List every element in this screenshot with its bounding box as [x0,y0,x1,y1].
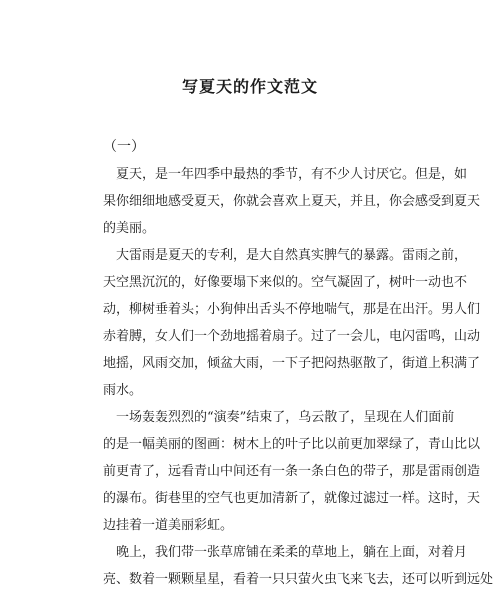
paragraph-line: 夏天，是一年四季中最热的季节，有不少人讨厌它。但是，如 [103,167,468,182]
document-body [103,161,494,593]
paragraph-line: 果你细细地感受夏天，你就会喜欢上夏天，并且，你会感受到夏天 [103,194,481,209]
paragraph [103,242,481,404]
paragraph [103,539,494,593]
paragraph-line: 大雷雨是夏天的专利，是大自然真实脾气的暴露。雷雨之前， [103,248,468,263]
paragraph [103,161,481,242]
paragraph-line: 的是一幅美丽的图画：树木上的叶子比以前更加翠绿了，青山比以 [103,437,481,452]
paragraph-line: 一场轰轰烈烈的“演奏”结束了，乌云散了，呈现在人们面前 [103,410,455,425]
paragraph-line: 的瀑布。街巷里的空气也更加清新了，就像过滤过一样。这时，天 [103,491,481,506]
paragraph-line: 雨水。 [103,383,143,398]
paragraph-line: 地摇，风雨交加，倾盆大雨，一下子把闷热驱散了，街道上积满了 [103,356,481,371]
paragraph-line: 赤着膊，女人们一个劲地摇着扇子。过了一会儿，电闪雷鸣，山动 [103,329,481,344]
paragraph-line: 亮、数着一颗颗星星，看着一只只萤火虫飞来飞去，还可以听到远处 [103,572,494,587]
paragraph-line: 动，柳树垂着头；小狗伸出舌头不停地喘气，那是在出汗。男人们 [103,302,481,317]
section-number: （一） [103,139,145,155]
paragraph-line: 边挂着一道美丽彩虹。 [103,518,234,533]
paragraph-line: 晚上，我们带一张草席铺在柔柔的草地上，躺在上面，对着月 [103,545,468,560]
document-title: 写夏天的作文范文 [181,77,318,96]
paragraph [103,404,481,539]
paragraph-line: 天空黑沉沉的，好像要塌下来似的。空气凝固了，树叶一动也不 [103,275,468,290]
paragraph-line: 前更青了，远看青山中间还有一条一条白色的带子，那是雷雨创造 [103,464,481,479]
paragraph-line: 的美丽。 [103,221,156,236]
